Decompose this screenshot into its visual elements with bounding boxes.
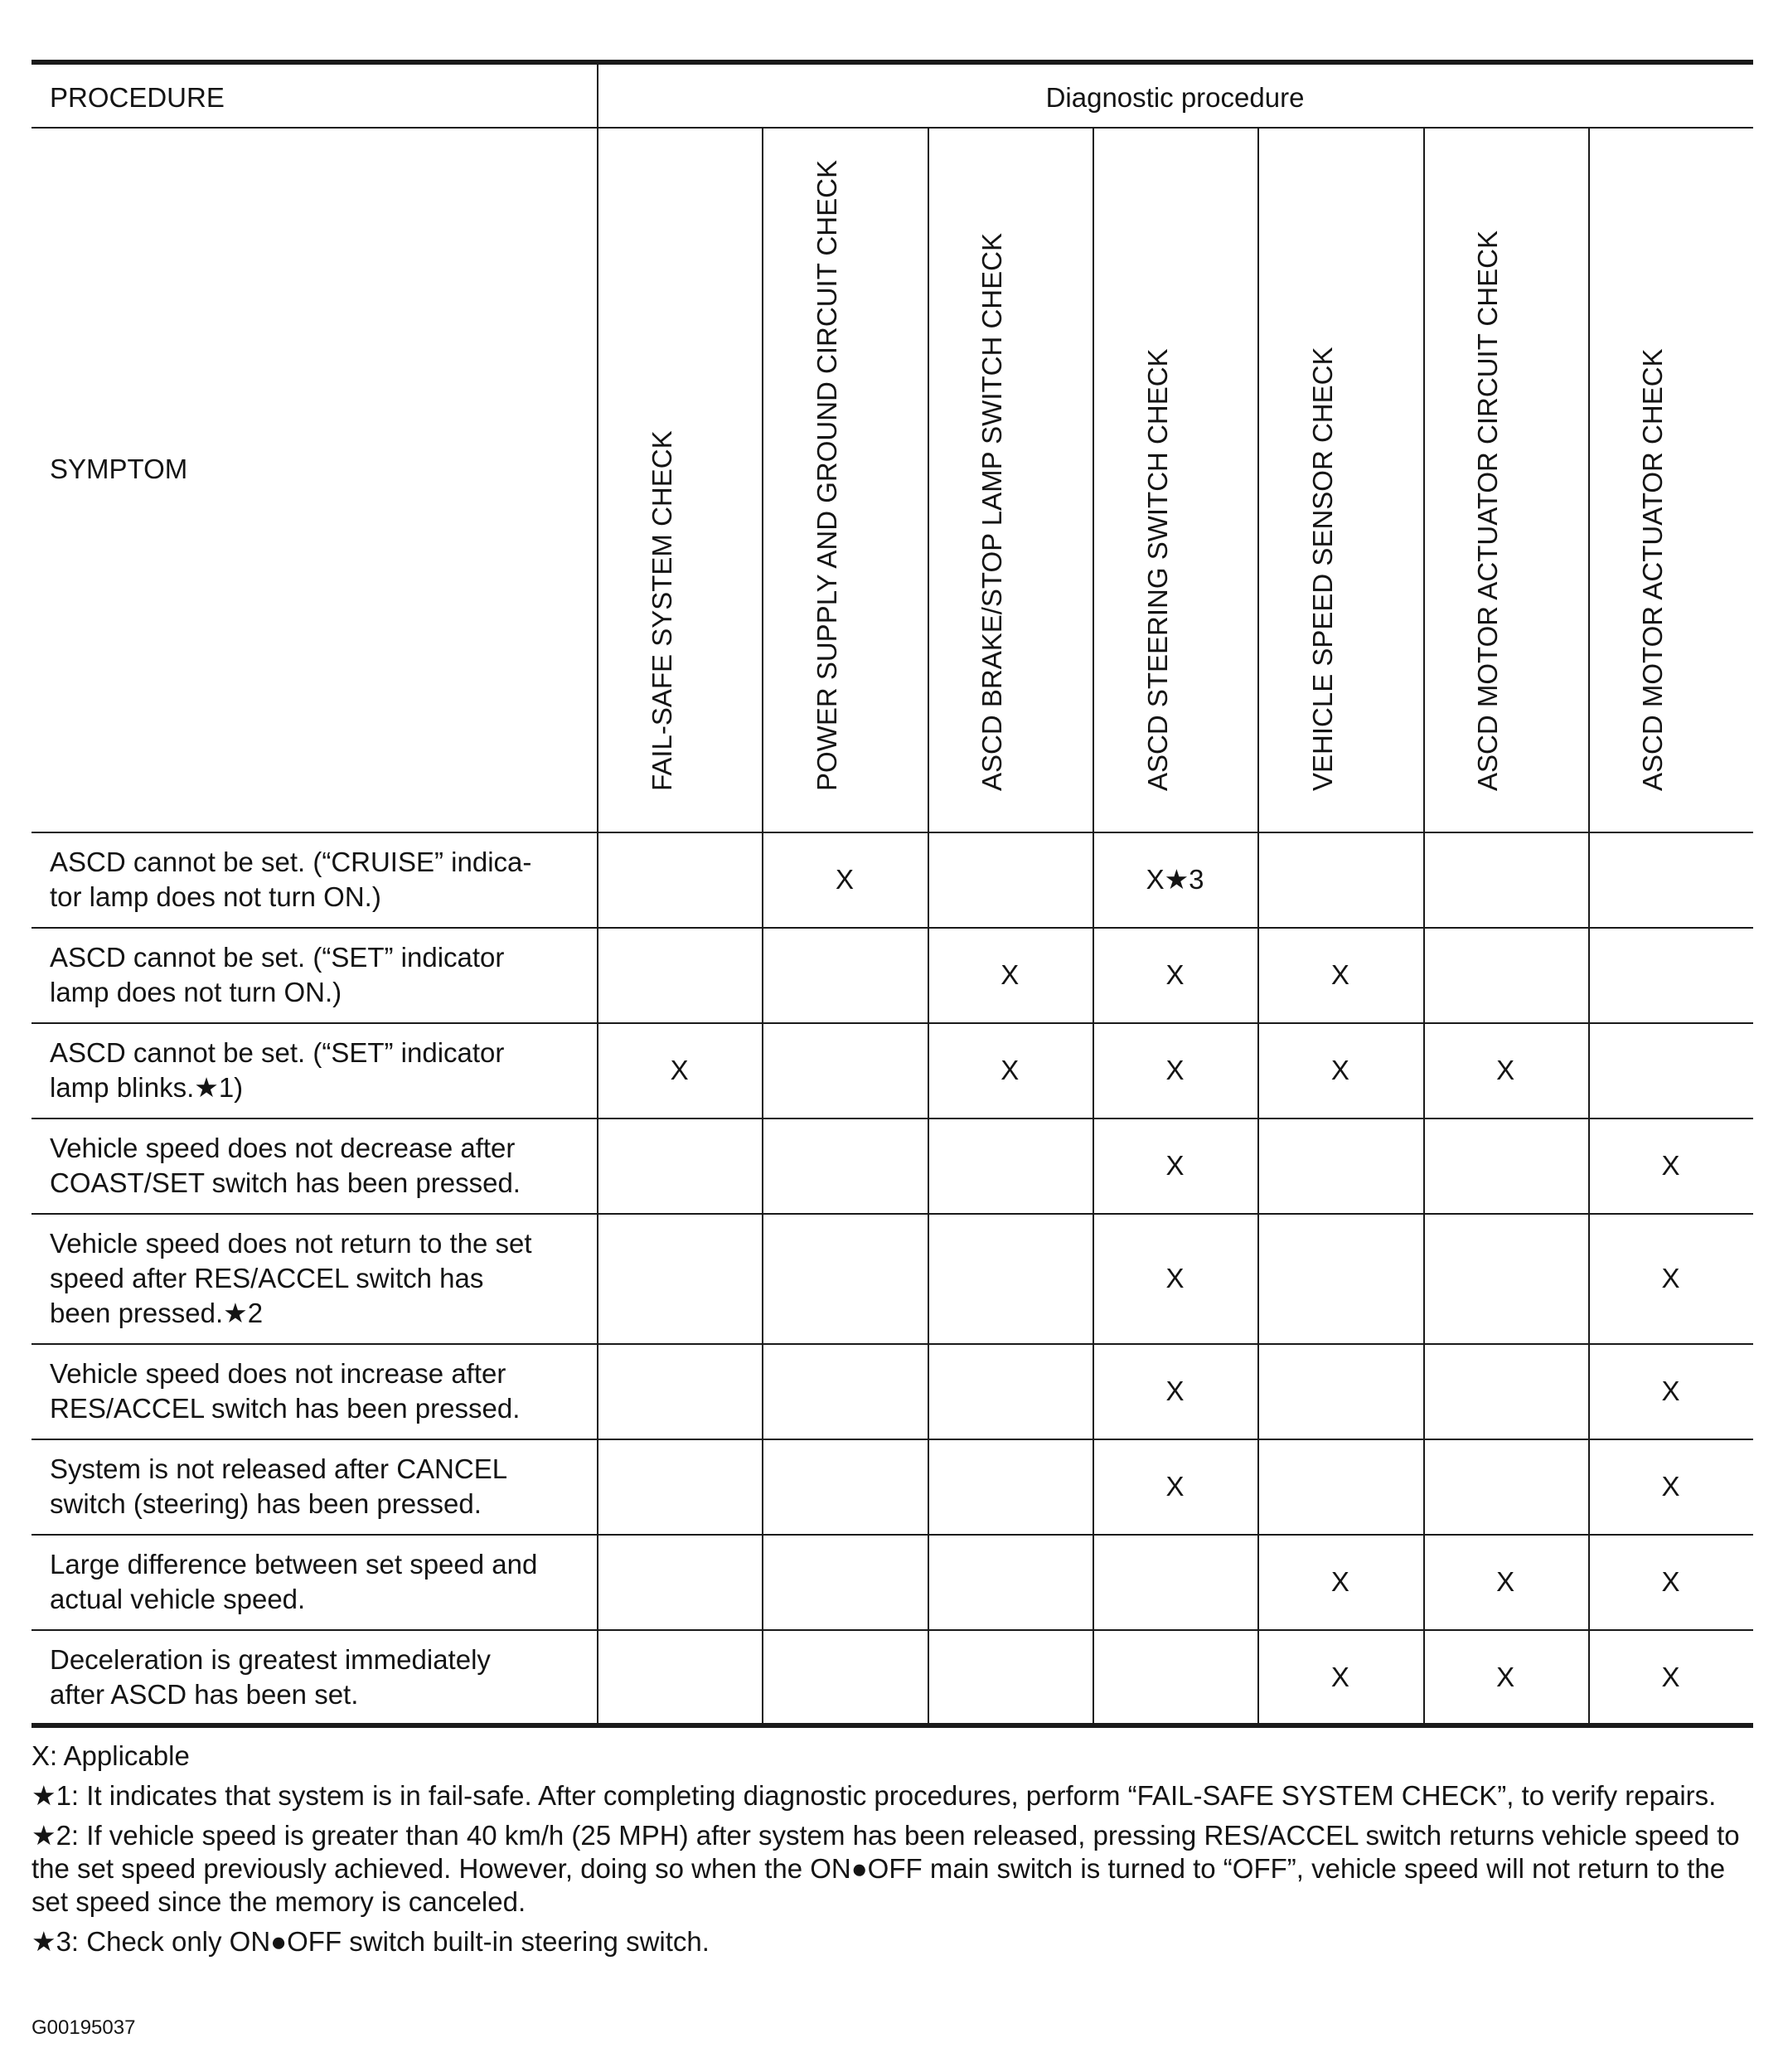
- symptom-line: COAST/SET switch has been pressed.: [50, 1167, 521, 1198]
- row-divider: [31, 1343, 1753, 1345]
- row-divider: [31, 1022, 1753, 1024]
- column-divider: [1093, 127, 1094, 1725]
- applicable-mark: X: [835, 863, 854, 895]
- column-header-label: VEHICLE SPEED SENSOR CHECK: [1306, 347, 1338, 791]
- footnote: ★1: It indicates that system is in fail-safe. After completing diagnostic procedures, perform “FAIL-SAFE SYSTEM CHECK”, to verify repairs.: [31, 1780, 1717, 1811]
- footnote: ★3: Check only ON●OFF switch built-in steering switch.: [31, 1926, 710, 1957]
- column-header: [1093, 127, 1257, 832]
- symptom-cell: [50, 1036, 580, 1105]
- symptom-cell: [50, 845, 580, 915]
- figure-code: G00195037: [31, 2016, 136, 2039]
- row-divider: [31, 1118, 1753, 1119]
- symptom-cell: [50, 940, 580, 1010]
- procedure-header: PROCEDURE: [50, 82, 225, 113]
- symptom-column-divider: [597, 62, 598, 1725]
- column-header-label: ASCD MOTOR ACTUATOR CIRCUIT CHECK: [1472, 230, 1504, 791]
- symptom-line: lamp does not turn ON.): [50, 976, 342, 1007]
- symptom-cell: [50, 1131, 580, 1201]
- row-divider: [31, 1439, 1753, 1440]
- applicable-mark: X: [1330, 1565, 1349, 1597]
- applicable-mark: X: [670, 1054, 689, 1085]
- column-header: [1257, 127, 1422, 832]
- column-divider: [1588, 127, 1590, 1725]
- symptom-cell: [50, 1226, 580, 1331]
- symptom-line: Deceleration is greatest immediately: [50, 1643, 491, 1675]
- column-header-label: ASCD MOTOR ACTUATOR CHECK: [1637, 348, 1669, 791]
- table-top-border: [31, 60, 1753, 65]
- symptom-line: actual vehicle speed.: [50, 1583, 306, 1614]
- applicable-mark: X: [1165, 1054, 1185, 1085]
- column-header: [928, 127, 1093, 832]
- symptom-line: lamp blinks.★1): [50, 1071, 244, 1103]
- symptom-line: Vehicle speed does not increase after: [50, 1357, 506, 1389]
- footnote: X: Applicable: [31, 1740, 190, 1771]
- column-header: [597, 127, 762, 832]
- column-divider: [928, 127, 929, 1725]
- applicable-mark: X: [1001, 958, 1020, 990]
- row-divider: [31, 1534, 1753, 1536]
- applicable-mark: X: [1165, 958, 1185, 990]
- applicable-mark: X: [1330, 958, 1349, 990]
- symptom-cell: [50, 1643, 580, 1712]
- symptom-line: tor lamp does not turn ON.): [50, 881, 381, 912]
- applicable-mark: X: [1001, 1054, 1020, 1085]
- column-header-label: ASCD STEERING SWITCH CHECK: [1141, 348, 1173, 791]
- applicable-mark: X: [1496, 1661, 1515, 1692]
- symptom-line: been pressed.★2: [50, 1297, 264, 1328]
- symptom-cell: [50, 1452, 580, 1521]
- footnotes: [31, 1740, 1753, 1965]
- symptom-line: RES/ACCEL switch has been pressed.: [50, 1392, 521, 1424]
- symptom-cell: [50, 1547, 580, 1617]
- column-header-bottom-rule: [31, 832, 1753, 833]
- applicable-mark: X: [1330, 1661, 1349, 1692]
- applicable-mark: X: [1496, 1565, 1515, 1597]
- applicable-mark: X: [1661, 1375, 1680, 1406]
- applicable-mark: X: [1165, 1149, 1185, 1181]
- footnote: ★2: If vehicle speed is greater than 40 km/h (25 MPH) after system has been released, pressing RES/ACCEL switch returns vehicle speed to the set speed previously achieved. However, doing so when the ON●OFF main switch is turned to “OFF”, vehicle speed will not return to the set speed since the memory is canceled.: [31, 1820, 1740, 1917]
- table-bottom-border: [31, 1723, 1753, 1728]
- column-header-label: ASCD BRAKE/STOP LAMP SWITCH CHECK: [976, 233, 1008, 791]
- applicable-mark: X: [1330, 1054, 1349, 1085]
- symptom-cell: [50, 1356, 580, 1426]
- applicable-mark: X★3: [1146, 863, 1204, 895]
- row-divider: [31, 927, 1753, 929]
- symptom-line: ASCD cannot be set. (“SET” indicator: [50, 1036, 505, 1068]
- symptom-line: switch (steering) has been pressed.: [50, 1487, 482, 1519]
- symptom-line: System is not released after CANCEL: [50, 1453, 508, 1484]
- column-divider: [1423, 127, 1425, 1725]
- symptom-line: Vehicle speed does not return to the set: [50, 1227, 532, 1259]
- symptom-line: Vehicle speed does not decrease after: [50, 1132, 516, 1163]
- symptom-line: Large difference between set speed and: [50, 1548, 538, 1579]
- symptom-line: ASCD cannot be set. (“CRUISE” indica-: [50, 846, 532, 877]
- row-divider: [31, 1213, 1753, 1215]
- applicable-mark: X: [1496, 1054, 1515, 1085]
- column-header-label: FAIL-SAFE SYSTEM CHECK: [646, 430, 677, 791]
- column-header: [1423, 127, 1588, 832]
- applicable-mark: X: [1661, 1565, 1680, 1597]
- symptom-header: SYMPTOM: [50, 454, 188, 484]
- diagnostic-procedure-header: Diagnostic procedure: [1045, 82, 1305, 113]
- row-divider: [31, 1629, 1753, 1631]
- column-header-label: POWER SUPPLY AND GROUND CIRCUIT CHECK: [811, 160, 842, 791]
- applicable-mark: X: [1661, 1661, 1680, 1692]
- symptom-line: ASCD cannot be set. (“SET” indicator: [50, 941, 505, 973]
- column-header: [1588, 127, 1753, 832]
- applicable-mark: X: [1165, 1470, 1185, 1502]
- column-divider: [1257, 127, 1259, 1725]
- symptom-line: speed after RES/ACCEL switch has: [50, 1262, 484, 1293]
- applicable-mark: X: [1661, 1262, 1680, 1293]
- applicable-mark: X: [1661, 1470, 1680, 1502]
- column-header: [762, 127, 927, 832]
- column-divider: [762, 127, 763, 1725]
- header-divider: [31, 127, 1753, 129]
- applicable-mark: X: [1165, 1375, 1185, 1406]
- applicable-mark: X: [1165, 1262, 1185, 1293]
- applicable-mark: X: [1661, 1149, 1680, 1181]
- symptom-line: after ASCD has been set.: [50, 1678, 359, 1710]
